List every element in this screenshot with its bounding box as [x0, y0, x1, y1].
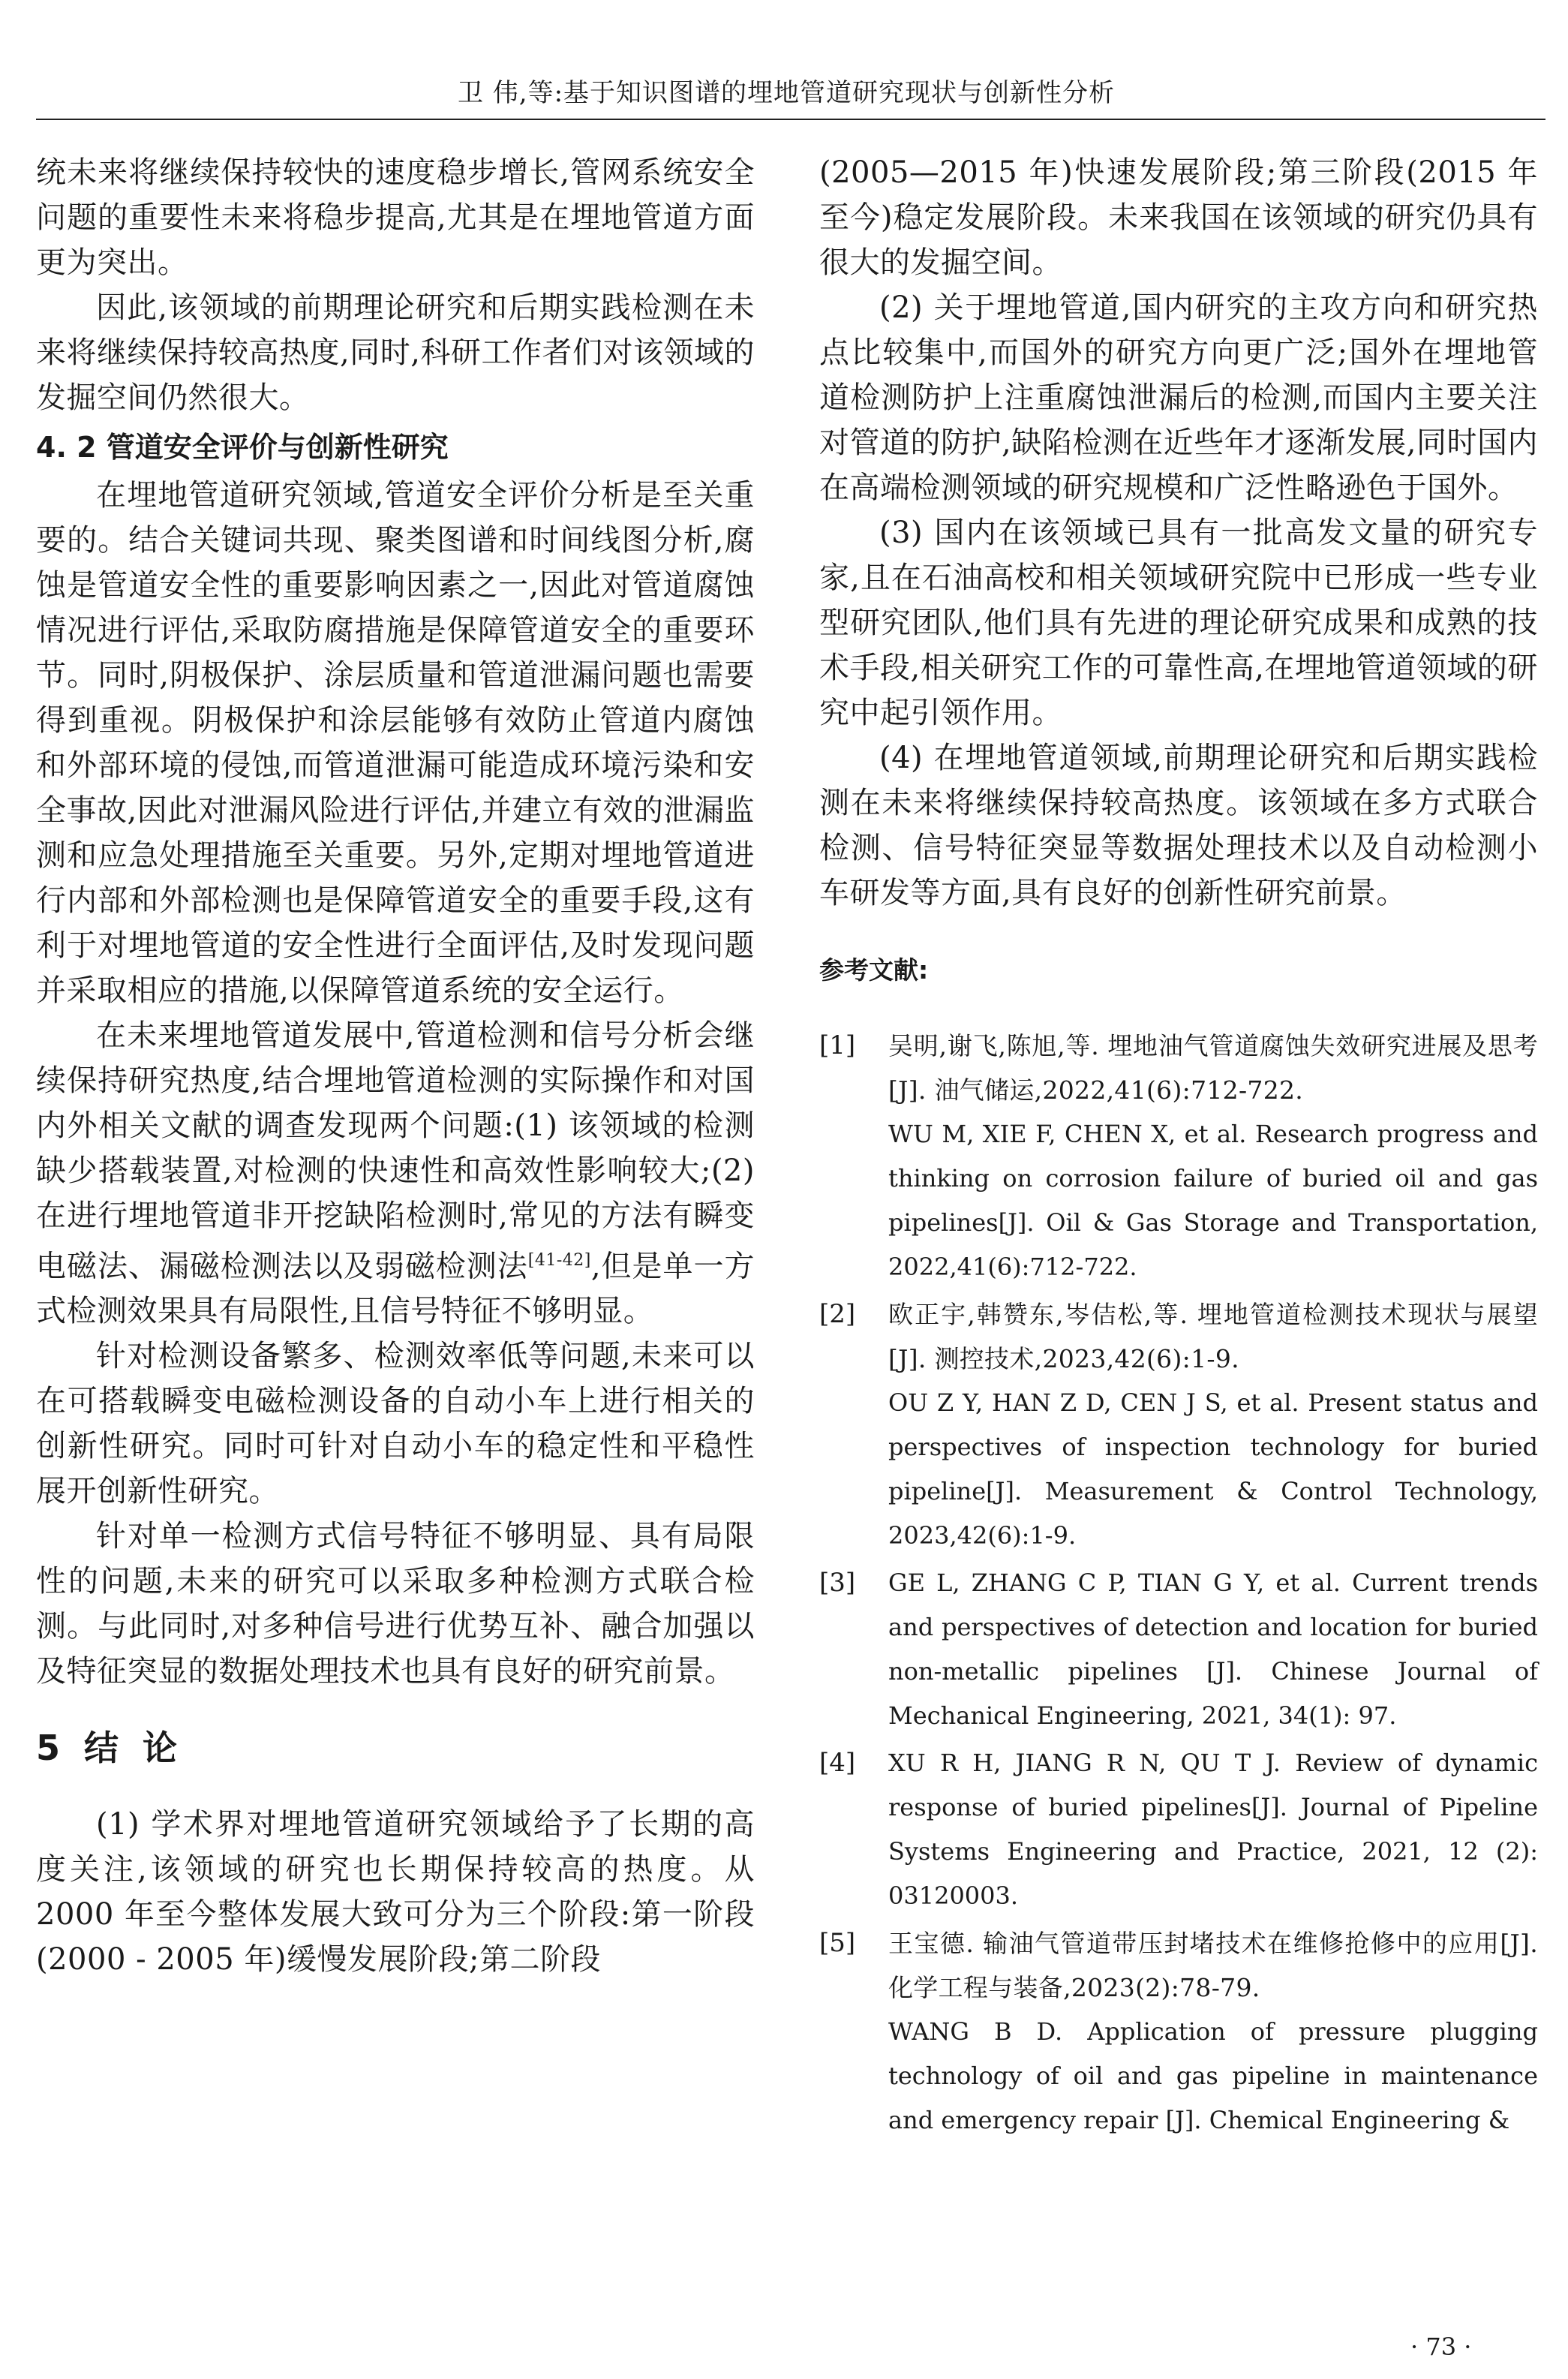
reference-en: WANG B D. Application of pressure plugging technology of oil and gas pipeline in maintenance and emergency repair [J]. Chemical Engineering &	[888, 2017, 1538, 2134]
reference-item	[819, 1024, 1538, 1289]
page-number: · 73 ·	[1410, 2332, 1472, 2361]
paragraph: (2) 关于埋地管道,国内研究的主攻方向和研究热点比较集中,而国外的研究方向更广泛;国外在埋地管道检测防护上注重腐蚀泄漏后的检测,而国内主要关注对管道的防护,缺陷检测在近些年才逐渐发展,同时国内在高端检测领域的研究规模和广泛性略逊色于国外。	[819, 290, 1538, 505]
paragraph-continued: (2005—2015 年)快速发展阶段;第三阶段(2015 年至今)稳定发展阶段。未来我国在该领域的研究仍具有很大的发掘空间。	[819, 155, 1538, 280]
paragraph-with-citation	[36, 1013, 755, 1334]
right-column	[819, 150, 1538, 2146]
reference-item	[819, 1292, 1538, 1558]
section-heading-4-2: 4. 2 管道安全评价与创新性研究	[36, 431, 449, 464]
reference-item	[819, 1921, 1538, 2143]
reference-en: OU Z Y, HAN Z D, CEN J S, et al. Present status and perspectives of inspection technology for buried pipeline[J]. Measurement & Control Technology, 2023,42(6):1-9.	[888, 1388, 1538, 1550]
paragraph: 因此,该领域的前期理论研究和后期实践检测在未来将继续保持较高热度,同时,科研工作者们对该领域的发掘空间仍然很大。	[36, 290, 755, 415]
reference-en: XU R H, JIANG R N, QU T J. Review of dynamic response of buried pipelines[J]. Journal of Pipeline Systems Engineering and Practice, 2021, 12 (2): 03120003.	[888, 1749, 1538, 1910]
reference-zh: 吴明,谢飞,陈旭,等. 埋地油气管道腐蚀失效研究进展及思考[J]. 油气储运,2022,41(6):712-722.	[888, 1031, 1538, 1105]
reference-en: WU M, XIE F, CHEN X, et al. Research progress and thinking on corrosion failure of buried oil and gas pipelines[J]. Oil & Gas Storage and Transportation, 2022,41(6):712-722.	[888, 1120, 1538, 1281]
reference-item	[819, 1561, 1538, 1738]
citation: [41-42]	[527, 1251, 591, 1270]
reference-number: [3]	[819, 1568, 856, 1598]
paragraph-text: 在未来埋地管道发展中,管道检测和信号分析会继续保持研究热度,结合埋地管道检测的实际操作和对国内外相关文献的调查发现两个问题:(1) 该领域的检测缺少搭载装置,对检测的快速性和高效性影响较大;(2) 在进行埋地管道非开挖缺陷检测时,常见的方法有瞬变电磁法、漏磁检测法以及弱磁检测法	[36, 1018, 755, 1284]
paragraph: 针对单一检测方式信号特征不够明显、具有局限性的问题,未来的研究可以采取多种检测方式联合检测。与此同时,对多种信号进行优势互补、融合加强以及特征突显的数据处理技术也具有良好的研究前景。	[36, 1519, 755, 1689]
paragraph: 在埋地管道研究领域,管道安全评价分析是至关重要的。结合关键词共现、聚类图谱和时间线图分析,腐蚀是管道安全性的重要影响因素之一,因此对管道腐蚀情况进行评估,采取防腐措施是保障管道安全的重要环节。同时,阴极保护、涂层质量和管道泄漏问题也需要得到重视。阴极保护和涂层能够有效防止管道内腐蚀和外部环境的侵蚀,而管道泄漏可能造成环境污染和安全事故,因此对泄漏风险进行评估,并建立有效的泄漏监测和应急处理措施至关重要。另外,定期对埋地管道进行内部和外部检测也是保障管道安全的重要手段,这有利于对埋地管道的安全性进行全面评估,及时发现问题并采取相应的措施,以保障管道系统的安全运行。	[36, 478, 755, 1008]
section-heading-5: 5 结 论	[36, 1728, 184, 1769]
paragraph: (4) 在埋地管道领域,前期理论研究和后期实践检测在未来将继续保持较高热度。该领域在多方式联合检测、信号特征突显等数据处理技术以及自动检测小车研发等方面,具有良好的创新性研究前景。	[819, 741, 1538, 910]
reference-number: [5]	[819, 1928, 856, 1958]
reference-en: GE L, ZHANG C P, TIAN G Y, et al. Current trends and perspectives of detection and location for buried non-metallic pipelines [J]. Chinese Journal of Mechanical Engineering, 2021, 34(1): 97.	[888, 1568, 1538, 1730]
paragraph: (1) 学术界对埋地管道研究领域给予了长期的高度关注,该领域的研究也长期保持较高的热度。从 2000 年至今整体发展大致可分为三个阶段:第一阶段(2000 - 2005 年)缓慢发展阶段;第二阶段	[36, 1807, 755, 1977]
paragraph: 针对检测设备繁多、检测效率低等问题,未来可以在可搭载瞬变电磁检测设备的自动小车上进行相关的创新性研究。同时可针对自动小车的稳定性和平稳性展开创新性研究。	[36, 1339, 755, 1509]
reference-zh: 王宝德. 输油气管道带压封堵技术在维修抢修中的应用[J]. 化学工程与装备,2023(2):78-79.	[888, 1929, 1538, 2002]
left-column	[36, 150, 755, 1982]
header-rule	[36, 119, 1545, 120]
paragraph-continued: 统未来将继续保持较快的速度稳步增长,管网系统安全问题的重要性未来将稳步提高,尤其是在埋地管道方面更为突出。	[36, 155, 755, 280]
references-heading: 参考文献:	[819, 955, 929, 985]
reference-number: [4]	[819, 1748, 856, 1778]
paragraph-text: ,但是单一方式检测效果具有局限性,且信号特征不够明显。	[36, 1249, 755, 1329]
reference-item	[819, 1741, 1538, 1918]
running-header: 卫 伟,等:基于知识图谱的埋地管道研究现状与创新性分析	[457, 78, 1116, 108]
reference-number: [2]	[819, 1299, 856, 1329]
reference-number: [1]	[819, 1030, 856, 1060]
reference-zh: 欧正宇,韩赞东,岑佶松,等. 埋地管道检测技术现状与展望[J]. 测控技术,2023,42(6):1-9.	[888, 1300, 1538, 1373]
paragraph: (3) 国内在该领域已具有一批高发文量的研究专家,且在石油高校和相关领域研究院中已形成一些专业型研究团队,他们具有先进的理论研究成果和成熟的技术手段,相关研究工作的可靠性高,在埋地管道领域的研究中起引领作用。	[819, 516, 1538, 730]
